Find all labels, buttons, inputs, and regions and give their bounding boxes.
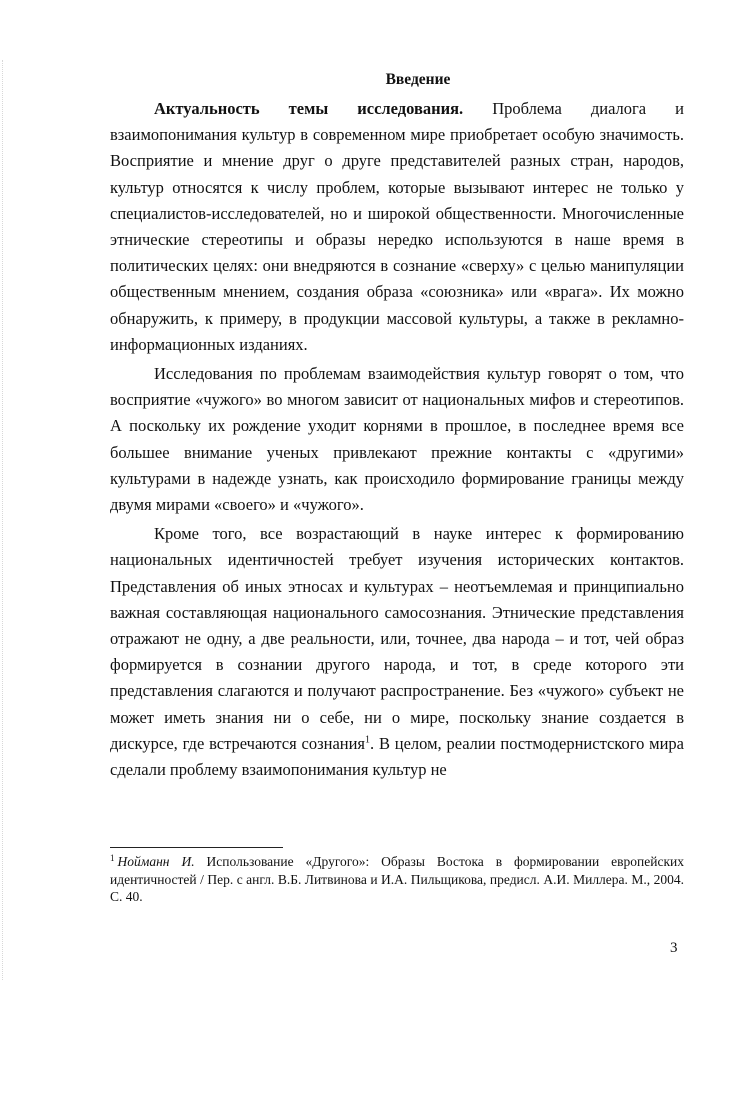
paragraph-1 <box>110 96 684 358</box>
page-title: Введение <box>385 71 451 88</box>
relevance-heading: Актуальность темы исследования. <box>154 99 464 118</box>
footnote-divider <box>110 847 283 848</box>
footnote-mark: 1 <box>110 852 115 863</box>
paragraph-3-text: Кроме того, все возрастающий в науке интерес к формированию национальных идентичностей требует изучения исторических контактов. Представления об иных этносах и культурах – неотъемлемая и принципиально важная составляющая национального самосознания. Этнические представления отражают не одну, а две реальности, или, точнее, два народа – и тот, чей образ формируется в сознании другого народа, и тот, в среде которого эти представления слагаются и получают распространение. Без «чужого» субъект не может иметь знания ни о себе, ни о мире, поскольку знание создается в дискурсе, где встречаются сознания <box>110 524 684 753</box>
paragraph-3 <box>110 521 684 783</box>
footnote-author: Нойманн И. <box>117 854 195 869</box>
paragraph-2-text: Исследования по проблемам взаимодействия культур говорят о том, что восприятие «чужого» во многом зависит от национальных мифов и стереотипов. А поскольку их рождение уходит корнями в прошлое, в последнее время все большее внимание ученых привлекают прежние контакты с «другими» культурами в надежде узнать, как происходило формирование границы между двумя мирами «своего» и «чужого». <box>110 364 684 515</box>
footnote-reference: 1 <box>365 734 371 746</box>
paragraph-3-text-end: . В целом, реалии постмодернистского мира сделали проблему взаимопонимания культур не <box>110 733 684 780</box>
page-number: 3 <box>670 940 678 956</box>
scan-edge-marks <box>2 60 13 980</box>
paragraph-2 <box>110 361 684 518</box>
footnote <box>110 853 684 906</box>
body-text <box>110 96 684 783</box>
footnote-text: Использование «Другого»: Образы Востока в формировании европейских идентичностей / Пер. с англ. В.Б. Литвинова и И.А. Пильщикова, предисл. А.И. Миллера. М., 2004. С. 40. <box>110 854 685 904</box>
paragraph-1-text: Проблема диалога и взаимопонимания культур в современном мире приобретает особую значимость. Восприятие и мнение друг о друге представителей разных стран, народов, культур относятся к числу проблем, которые вызывают интерес не только у специалистов-исследователей, но и широкой общественности. Многочисленные этнические стереотипы и образы нередко используются в наше время в политических целях: они внедряются в сознание «сверху» с целью манипуляции общественным мнением, создания образа «союзника» или «врага». Их можно обнаружить, к примеру, в продукции массовой культуры, а также в рекламно-информационных изданиях. <box>110 99 684 354</box>
